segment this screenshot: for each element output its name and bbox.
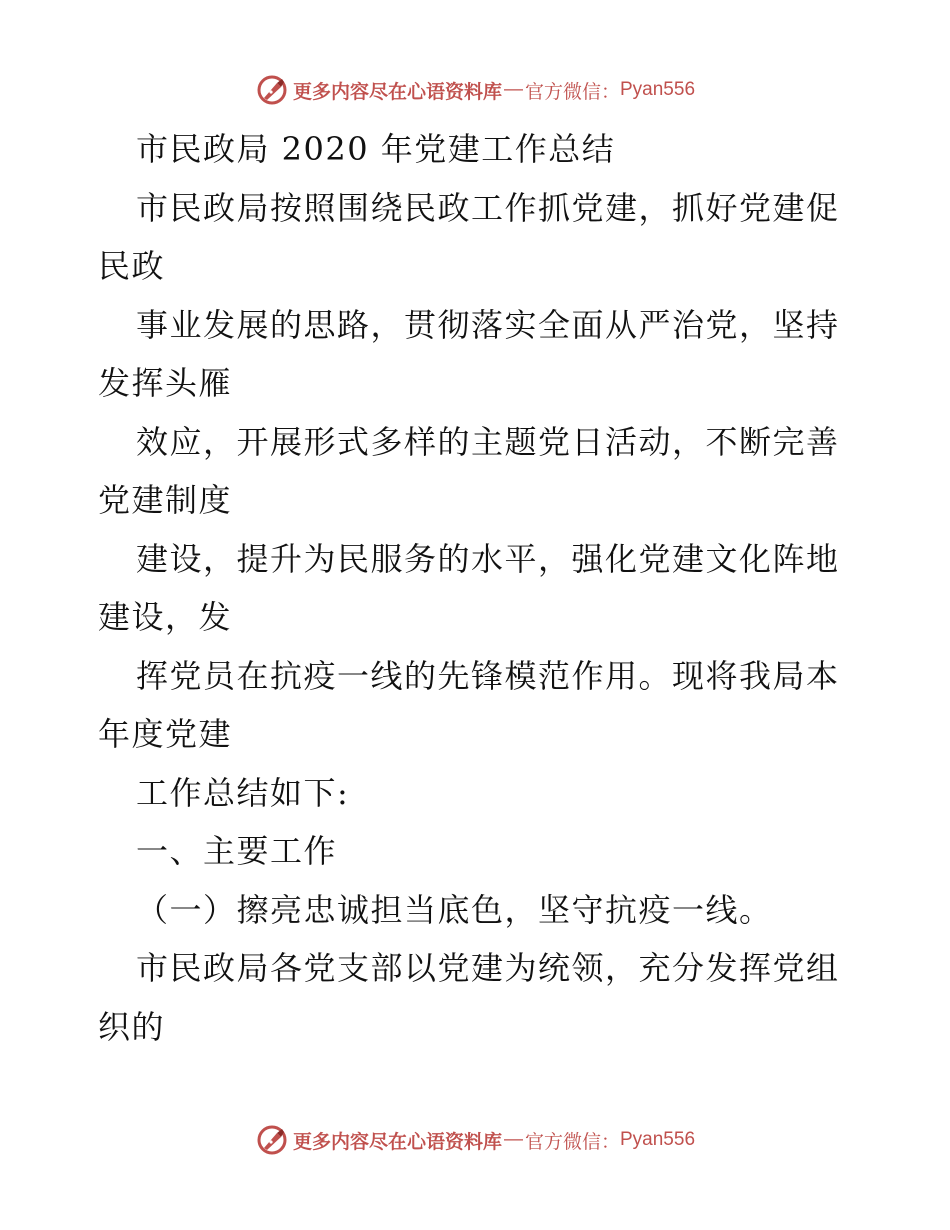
document-body xyxy=(98,120,858,1056)
paragraph-line: 事业发展的思路，贯彻落实全面从严治党，坚持 xyxy=(136,305,840,344)
paragraph-line: 建设，发 xyxy=(98,598,233,636)
banner-wechat-id: Pyan556 xyxy=(620,79,696,100)
paragraph-line: 一、主要工作 xyxy=(136,832,338,870)
paragraph-line: （一）擦亮忠诚担当底色，坚守抗疫一线。 xyxy=(136,890,773,929)
paragraph-line: 民政 xyxy=(98,247,166,285)
banner-wechat-id: Pyan556 xyxy=(620,1129,696,1150)
pen-nib-logo-icon xyxy=(255,1123,289,1157)
banner-dash: — xyxy=(503,1129,523,1150)
paragraph-line: 建设，提升为民服务的水平，强化党建文化阵地 xyxy=(136,539,840,578)
paragraph-line: 市民政局按照围绕民政工作抓党建，抓好党建促 xyxy=(136,188,840,227)
footer-watermark-banner xyxy=(0,1120,950,1160)
banner-title: 更多内容尽在心语资料库 xyxy=(292,80,502,103)
paragraph-line: 市民政局各党支部以党建为统领，充分发挥党组 xyxy=(136,949,840,987)
document-title: 市民政局 2020 年党建工作总结 xyxy=(136,130,616,168)
paragraph-line: 党建制度 xyxy=(98,481,233,519)
paragraph-line: 发挥头雁 xyxy=(98,364,233,402)
paragraph-line: 织的 xyxy=(98,1007,166,1046)
paragraph-line: 工作总结如下: xyxy=(136,773,350,812)
pen-nib-logo-icon xyxy=(255,73,289,107)
paragraph-line: 效应，开展形式多样的主题党日活动，不断完善 xyxy=(136,422,840,461)
banner-dash: — xyxy=(503,79,523,100)
banner-wechat-label: 官方微信： xyxy=(524,1130,620,1153)
paragraph-line: 年度党建 xyxy=(98,715,233,753)
banner-wechat-label: 官方微信： xyxy=(524,80,620,103)
banner-title: 更多内容尽在心语资料库 xyxy=(292,1130,502,1153)
paragraph-line: 挥党员在抗疫一线的先锋模范作用。现将我局本 xyxy=(136,656,840,695)
header-watermark-banner xyxy=(0,70,950,110)
